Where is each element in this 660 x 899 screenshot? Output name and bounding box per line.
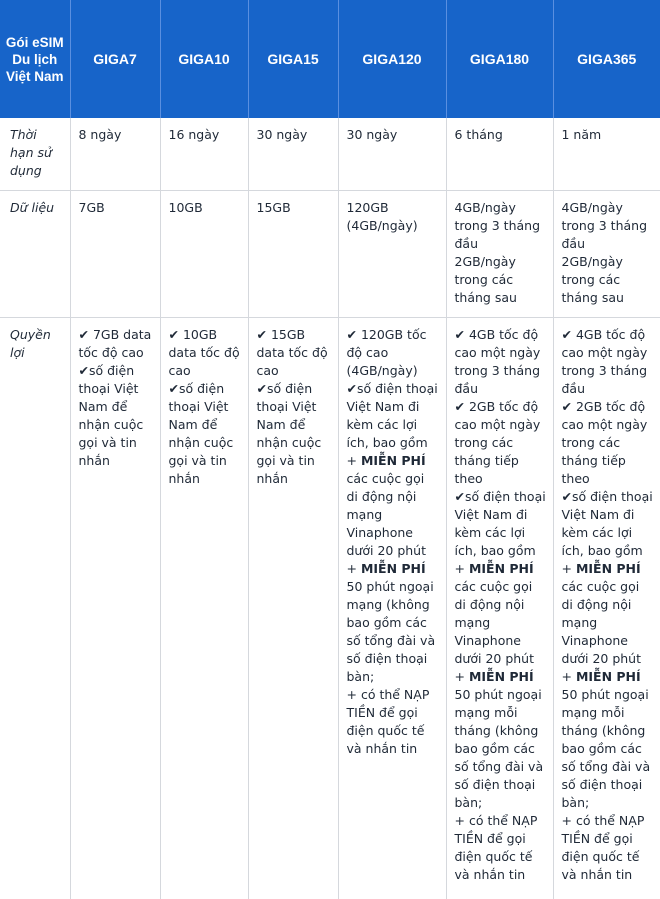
benefit-text: các cuộc gọi di động nội mạng Vinaphone dưới 20 phút (561, 579, 642, 666)
benefit-text: 50 phút ngoại mạng mỗi tháng (không bao gồm các số tổng đài và số điện thoại bàn; (454, 687, 544, 810)
data-line: 4GB/ngày trong 3 tháng đầu (561, 200, 648, 251)
benefit-text: 50 phút ngoại mạng (không bao gồm các số tổng đài và số điện thoại bàn; (346, 579, 436, 684)
benefit-text: các cuộc gọi di động nội mạng Vinaphone dưới 20 phút (454, 579, 535, 666)
benefit-line (347, 380, 440, 452)
benefit-line (347, 560, 440, 686)
benefit-line (562, 812, 655, 884)
plan-header-giga15: GIGA15 (248, 0, 338, 118)
benefit-line (79, 326, 154, 362)
duration-cell: 30 ngày (338, 118, 446, 191)
benefit-line (455, 812, 547, 884)
duration-cell: 6 tháng (446, 118, 553, 191)
benefit-line (562, 488, 655, 560)
plan-header-giga180: GIGA180 (446, 0, 553, 118)
benefits-cell (248, 318, 338, 899)
benefits-cell (160, 318, 248, 899)
benefit-text: ✔số điện thoại Việt Nam đi kèm các lợi ích, bao gồm (454, 489, 546, 558)
plan-header-giga365: GIGA365 (553, 0, 660, 118)
benefit-line (347, 452, 440, 560)
data-line: 120GB (346, 200, 389, 215)
benefit-text: ✔ 2GB tốc độ cao một ngày trong các tháng tiếp theo (561, 399, 648, 486)
data-line: 2GB/ngày trong các tháng sau (454, 254, 517, 305)
benefit-prefix: + (346, 561, 361, 576)
data-label: Dữ liệu (0, 191, 70, 318)
benefit-highlight: MIỄN PHÍ (468, 669, 534, 684)
duration-row (0, 118, 660, 191)
benefits-cell (446, 318, 553, 899)
benefit-text: ✔số điện thoại Việt Nam để nhận cuộc gọi và tin nhắn (78, 363, 144, 468)
benefit-line (455, 560, 547, 668)
benefit-line (257, 326, 332, 380)
benefit-text: các cuộc gọi di động nội mạng Vinaphone dưới 20 phút (346, 471, 427, 558)
benefits-cell (70, 318, 160, 899)
data-line: 15GB (256, 200, 291, 215)
plan-header-giga120: GIGA120 (338, 0, 446, 118)
benefit-text: ✔ 4GB tốc độ cao một ngày trong 3 tháng đầu (454, 327, 541, 396)
benefit-text: + có thể NẠP TIỀN để gọi điện quốc tế và nhắn tin (346, 687, 430, 756)
data-cell (446, 191, 553, 318)
benefit-highlight: MIỄN PHÍ (575, 669, 641, 684)
header-row (0, 0, 660, 118)
benefit-line (562, 668, 655, 812)
data-row (0, 191, 660, 318)
data-cell (70, 191, 160, 318)
benefit-line (455, 398, 547, 488)
benefit-text: ✔ 10GB data tốc độ cao (168, 327, 240, 378)
benefit-text: + có thể NẠP TIỀN để gọi điện quốc tế và nhắn tin (561, 813, 645, 882)
benefit-line (347, 686, 440, 758)
data-line: (4GB/ngày) (346, 218, 418, 233)
data-line: 7GB (78, 200, 105, 215)
header-label: Gói eSIM Du lịch Việt Nam (0, 0, 70, 118)
benefit-text: ✔số điện thoại Việt Nam đi kèm các lợi ích, bao gồm (346, 381, 438, 450)
benefit-text: ✔số điện thoại Việt Nam đi kèm các lợi ích, bao gồm (561, 489, 653, 558)
benefit-highlight: MIỄN PHÍ (360, 561, 426, 576)
benefit-prefix: + (561, 561, 576, 576)
benefit-highlight: MIỄN PHÍ (360, 453, 426, 468)
benefit-prefix: + (454, 561, 469, 576)
data-cell (553, 191, 660, 318)
benefit-prefix: + (454, 669, 469, 684)
duration-cell: 1 năm (553, 118, 660, 191)
benefits-label: Quyền lợi (0, 318, 70, 899)
benefit-line (257, 380, 332, 488)
benefit-line (455, 326, 547, 398)
data-line: 10GB (168, 200, 203, 215)
benefit-line (562, 560, 655, 668)
plan-header-giga10: GIGA10 (160, 0, 248, 118)
benefits-cell (553, 318, 660, 899)
data-cell (338, 191, 446, 318)
benefit-prefix: + (561, 669, 576, 684)
data-cell (160, 191, 248, 318)
benefit-highlight: MIỄN PHÍ (468, 561, 534, 576)
benefits-cell (338, 318, 446, 899)
benefit-line (169, 380, 242, 488)
benefit-line (79, 362, 154, 470)
benefit-text: ✔ 120GB tốc độ cao (4GB/ngày) (346, 327, 427, 378)
benefit-text: ✔ 7GB data tốc độ cao (78, 327, 152, 360)
benefit-text: ✔ 15GB data tốc độ cao (256, 327, 328, 378)
duration-cell: 8 ngày (70, 118, 160, 191)
benefit-line (455, 488, 547, 560)
benefits-row (0, 318, 660, 899)
benefit-text: 50 phút ngoại mạng mỗi tháng (không bao gồm các số tổng đài và số điện thoại bàn; (561, 687, 651, 810)
data-cell (248, 191, 338, 318)
benefit-text: + có thể NẠP TIỀN để gọi điện quốc tế và nhắn tin (454, 813, 538, 882)
benefit-prefix: + (346, 453, 361, 468)
benefit-line (347, 326, 440, 380)
data-line: 2GB/ngày trong các tháng sau (561, 254, 624, 305)
plan-header-giga7: GIGA7 (70, 0, 160, 118)
benefit-line (562, 326, 655, 398)
benefit-text: ✔số điện thoại Việt Nam để nhận cuộc gọi và tin nhắn (168, 381, 234, 486)
duration-cell: 30 ngày (248, 118, 338, 191)
data-line: 4GB/ngày trong 3 tháng đầu (454, 200, 541, 251)
benefit-highlight: MIỄN PHÍ (575, 561, 641, 576)
benefit-text: ✔số điện thoại Việt Nam để nhận cuộc gọi và tin nhắn (256, 381, 322, 486)
benefit-text: ✔ 4GB tốc độ cao một ngày trong 3 tháng đầu (561, 327, 648, 396)
duration-cell: 16 ngày (160, 118, 248, 191)
benefit-text: ✔ 2GB tốc độ cao một ngày trong các tháng tiếp theo (454, 399, 541, 486)
benefit-line (455, 668, 547, 812)
benefit-line (562, 398, 655, 488)
benefit-line (169, 326, 242, 380)
duration-label: Thời hạn sử dụng (0, 118, 70, 191)
